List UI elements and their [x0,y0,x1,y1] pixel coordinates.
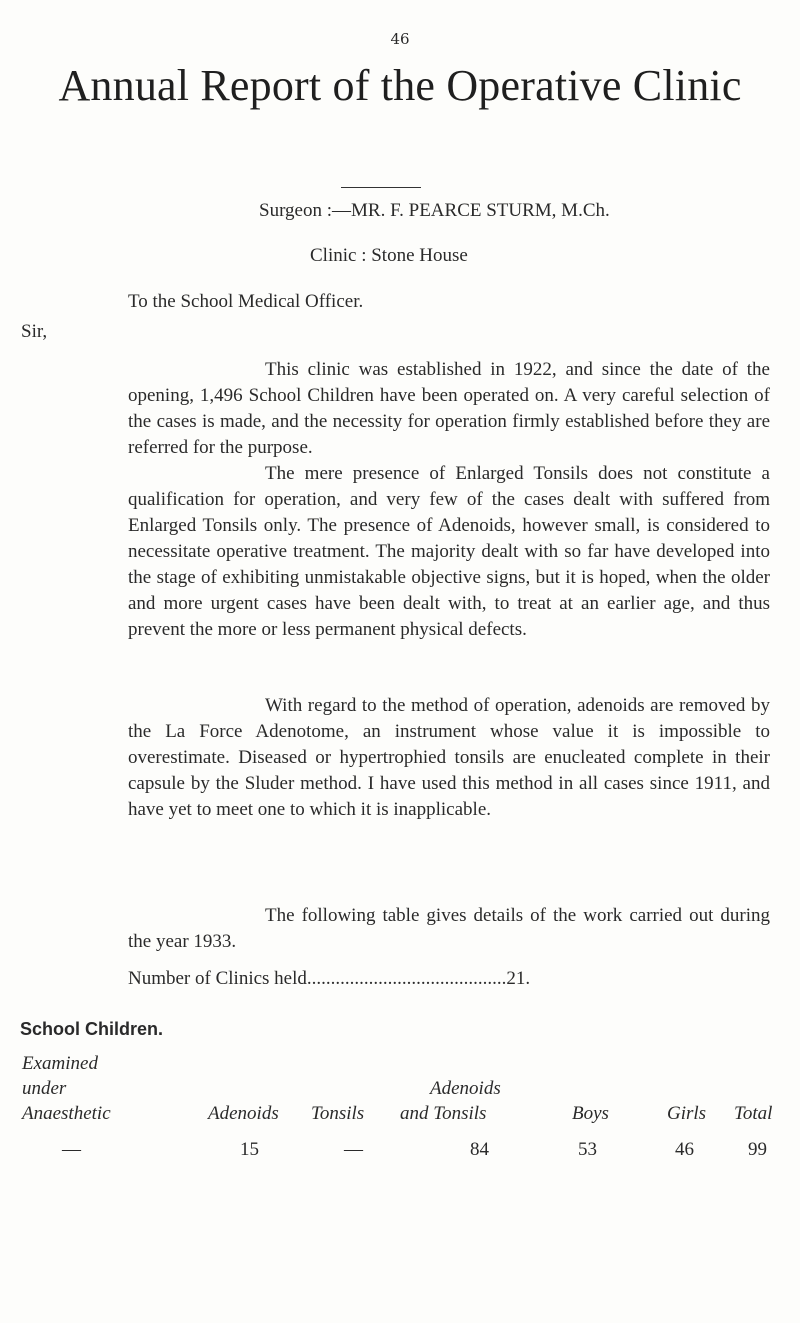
header-adenoids-and-tonsils-line1: Adenoids [430,1078,501,1099]
page-number: 46 [390,30,410,48]
cell-girls: 46 [675,1139,694,1160]
header-examined-line2: under [22,1078,67,1099]
paragraph-establishment: This clinic was established in 1922, and since the date of the opening, 1,496 School Children have been operated on. A very careful selection of the cases is made, and the necessity for operation firmly established before they are referred for the purpose. [128,359,770,458]
paragraph-table-intro: The following table gives details of the work carried out during the year 1933. [128,905,770,952]
report-title: Annual Report of the Operative Clinic [58,61,742,110]
header-tonsils: Tonsils [311,1103,365,1124]
header-examined-line3: Anaesthetic [22,1103,111,1124]
surgeon-line: Surgeon :—MR. F. PEARCE STURM, M.Ch. [259,200,610,221]
cell-boys: 53 [578,1139,597,1160]
cell-examined: — [62,1139,81,1160]
cell-total: 99 [748,1139,767,1160]
paragraph-selection: The mere presence of Enlarged Tonsils does not constitute a qualification for operation, and very few of the cases dealt with suffered from Enlarged Tonsils only. The presence of Adenoids, however small, is considered to necessitate operative treatment. The majority dealt with so far have developed into the stage of exhibiting unmistakable objective signs, but it is hoped, when the older and more urgent cases have been dealt with, to treat at an earlier age, and thus prevent the more or less permanent physical defects. [128,463,770,640]
cell-adenoids-and-tonsils: 84 [470,1139,489,1160]
header-total: Total [734,1103,773,1124]
salutation: Sir, [21,321,48,342]
cell-adenoids: 15 [240,1139,259,1160]
header-adenoids: Adenoids [208,1103,279,1124]
header-examined-line1: Examined [22,1053,98,1074]
addressee-line: To the School Medical Officer. [128,291,364,312]
paragraph-method: With regard to the method of operation, adenoids are removed by the La Force Adenotome, an instrument whose value it is impossible to overestimate. Diseased or hypertrophied tonsils are enucleated complete in their capsule by the Sluder method. I have used this method in all cases since 1911, and have yet to meet one to which it is inapplicable. [128,695,770,820]
title-divider [341,187,421,188]
clinic-line: Clinic : Stone House [310,245,468,266]
header-adenoids-and-tonsils-line2: and Tonsils [400,1103,487,1124]
clinics-held-line: Number of Clinics held..........................................21. [128,968,531,989]
header-boys: Boys [572,1103,609,1124]
school-children-heading: School Children. [20,1019,164,1039]
cell-tonsils: — [344,1139,363,1160]
header-girls: Girls [667,1103,707,1124]
